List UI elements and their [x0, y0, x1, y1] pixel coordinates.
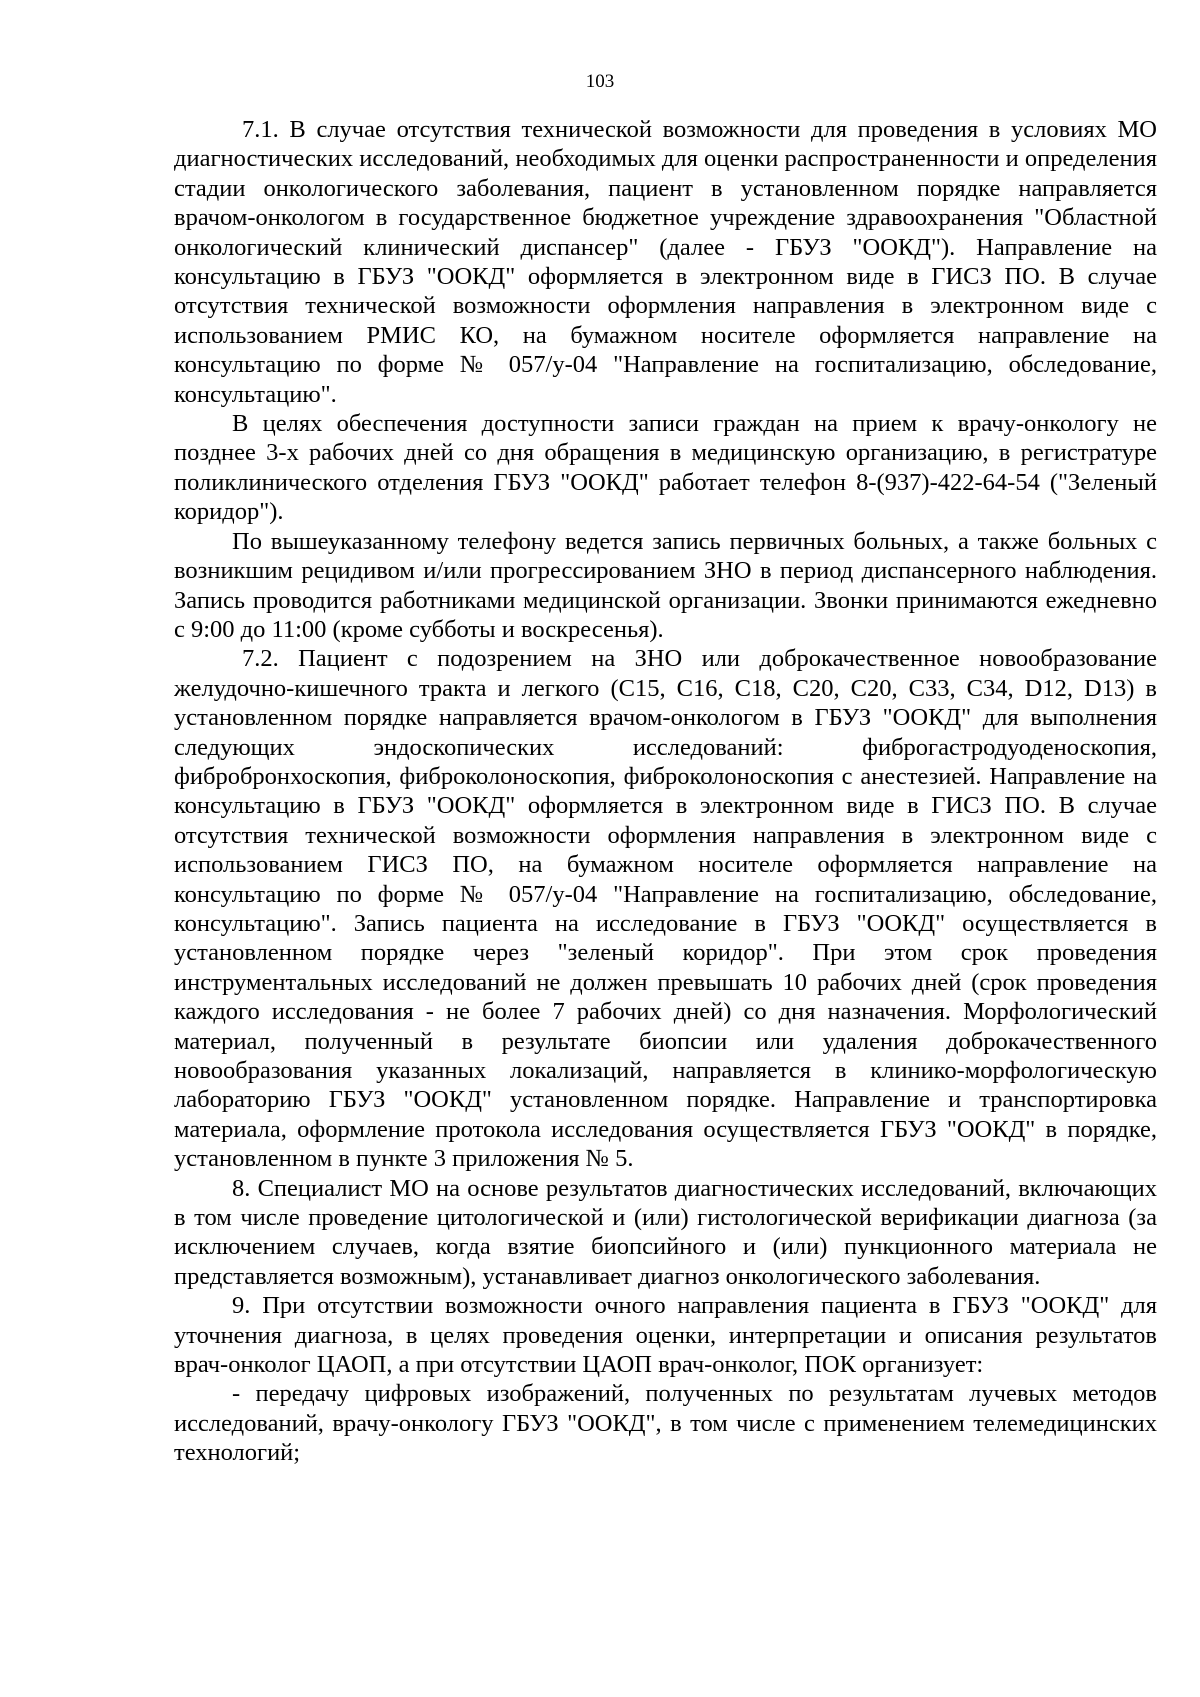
paragraph-9-list-item: - передачу цифровых изображений, полученных по результатам лучевых методов исследований, врачу-онкологу ГБУЗ "ООКД", в том числе с применением телемедицинских технологий;	[174, 1380, 1157, 1467]
paragraph-7-2: 7.2. Пациент с подозрением на ЗНО или доброкачественное новообразование желудочно-кишечного тракта и легкого (С15, С16, С18, С20, С20, С33, С34, D12, D13) в установленном порядке направляется врачом-онкологом в ГБУЗ "ООКД" для выполнения следующих эндоскопических исследований: фиброгастродуоденоскопия, фибробронхоскопия, фиброколоноскопия, фиброколоноскопия с анестезией. Направление на консультацию в ГБУЗ "ООКД" оформляется в электронном виде в ГИСЗ ПО. В случае отсутствия технической возможности оформления направления в электронном виде с использованием ГИСЗ ПО, на бумажном носителе оформляется направление на консультацию по форме № 057/у-04 "Направление на госпитализацию, обследование, консультацию". Запись пациента на исследование в ГБУЗ "ООКД" осуществляется в установленном порядке через "зеленый коридор". При этом срок проведения инструментальных исследований не должен превышать 10 рабочих дней (срок проведения каждого исследования - не более 7 рабочих дней) со дня назначения. Морфологический материал, полученный в результате биопсии или удаления доброкачественного новообразования указанных локализаций, направляется в клинико-морфологическую лабораторию ГБУЗ "ООКД" установленном порядке. Направление и транспортировка материала, оформление протокола исследования осуществляется ГБУЗ "ООКД" в порядке, установленном в пункте 3 приложения № 5.	[174, 645, 1157, 1173]
paragraph-hotline: В целях обеспечения доступности записи граждан на прием к врачу-онкологу не позднее 3-х рабочих дней со дня обращения в медицинскую организацию, в регистратуре поликлинического отделения ГБУЗ "ООКД" работает телефон 8-(937)-422-64-54 ("Зеленый коридор").	[174, 410, 1157, 526]
document-body	[174, 115, 1157, 1468]
paragraph-7-1: 7.1. В случае отсутствия технической возможности для проведения в условиях МО диагностических исследований, необходимых для оценки распространенности и определения стадии онкологического заболевания, пациент в установленном порядке направляется врачом-онкологом в государственное бюджетное учреждение здравоохранения "Областной онкологический клинический диспансер" (далее - ГБУЗ "ООКД"). Направление на консультацию в ГБУЗ "ООКД" оформляется в электронном виде в ГИСЗ ПО. В случае отсутствия технической возможности оформления направления в электронном виде с использованием РМИС КО, на бумажном носителе оформляется направление на консультацию по форме № 057/у-04 "Направление на госпитализацию, обследование, консультацию".	[174, 116, 1157, 408]
paragraph-8: 8. Специалист МО на основе результатов диагностических исследований, включающих в том числе проведение цитологической и (или) гистологической верификации диагноза (за исключением случаев, когда взятие биопсийного и (или) пункционного материала не представляется возможным), устанавливает диагноз онкологического заболевания.	[174, 1174, 1157, 1290]
page-number: 103	[585, 71, 615, 92]
paragraph-9: 9. При отсутствии возможности очного направления пациента в ГБУЗ "ООКД" для уточнения диагноза, в целях проведения оценки, интерпретации и описания результатов врач-онколог ЦАОП, а при отсутствии ЦАОП врач-онколог, ПОК организует:	[174, 1292, 1157, 1379]
paragraph-hotline-schedule: По вышеуказанному телефону ведется запись первичных больных, а также больных с возникшим рецидивом и/или прогрессированием ЗНО в период диспансерного наблюдения. Запись проводится работниками медицинской организации. Звонки принимаются ежедневно с 9:00 до 11:00 (кроме субботы и воскресенья).	[174, 527, 1157, 643]
